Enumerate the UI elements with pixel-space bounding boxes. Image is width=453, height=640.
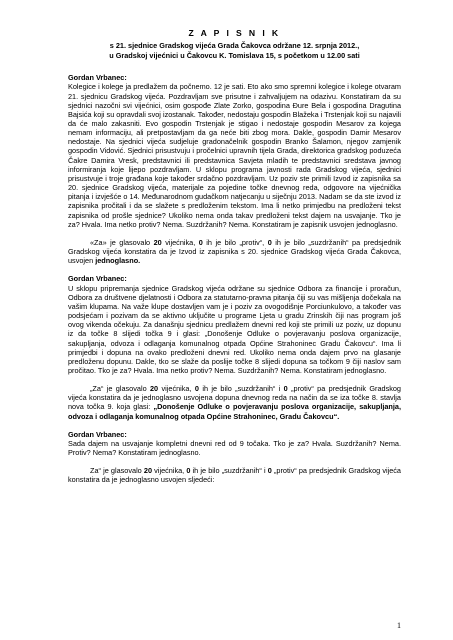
vote-text-part: „Za“ je glasovalo [90, 384, 150, 394]
section-1 [68, 73, 401, 229]
speech-text: Sada dajem na usvajanje kompletni dnevni red od 9 točaka. Tko je za? Hvala. Suzdržanih? Nema. Protiv? Nema? Konstatiram jednoglasno. [68, 438, 401, 458]
vote-text-part: Za“ je glasovalo [90, 466, 144, 476]
document-title: Z A P I S N I K [188, 28, 281, 38]
vote-count-abstain: 0 [267, 237, 272, 247]
vote-result-3 [68, 466, 401, 484]
vote-count-against: 0 [267, 466, 272, 476]
vote-text-part: ih je bilo „protiv“, [202, 237, 268, 247]
vote-count-against: 0 [198, 237, 203, 247]
vote-text-part: «Za» je glasovalo [90, 237, 154, 247]
page-number: 1 [397, 621, 401, 630]
document-subtitle-line1: s 21. sjednice Gradskog vijeća Grada Čakovca održane 12. srpnja 2012., [109, 41, 360, 50]
vote-text-part: vijećnika, [158, 384, 195, 394]
vote-text [68, 466, 401, 484]
speaker-name: Gordan Vrbanec: [68, 429, 127, 439]
vote-count-abstain: 0 [194, 384, 199, 394]
section-3 [68, 430, 401, 458]
vote-count-abstain: 0 [186, 466, 191, 476]
vote-count-for: 20 [150, 384, 159, 394]
section-2 [68, 274, 401, 375]
agenda-item-title: „Donošenje Odluke o povjeravanju poslova organizacije, sakupljanja, odvoza i odlaganja komunalnog otpada Općine Strahoninec, Gradu Čakovcu“. [68, 402, 401, 421]
vote-text-part: ih je bilo „suzdržanih“ i [190, 466, 268, 476]
speech-text: Kolegice i kolege ja predlažem da počnemo. 12 je sati. Eto ako smo spremni kolegice i kolege otvaram 21. sjednicu Gradskog vijeća. Pozdravljam sve prisutne i zahvaljujem na odazivu. Konstatiram da su sjednici nazočni svi vijećnici, osim gospođe Zlate Zorko, gospodina Đure Bela i gospodina Dragutina Bajsića koji su opravdali svoj izostanak. Također, nedostaju gospodin Blažeka i Trstenjak koji su najavili da će malo zakasniti. Evo gospodin Trstenjak je stigao i nedostaje gospodin Mesarov za kojega nemam informaciju, ali pretpostavljam da ga neće biti zbog mora. Dakle, gospodin Damir Mesarov nedostaje. Na sjednici vijeća sudjeluje gradonačelnik gospodin Branko Šalamon, njegov zamjenik gospodin Vidović. Sjednici prisustvuju i pročelnici upravnih tijela Grada, direktorica gradskog poduzeća Čakre Damira Vresk, predstavnici ili predstavnica Savjeta mladih te predstavnici sredstava javnog informiranja koje lijepo pozdravljam. U sklopu programa javnosti rada Gradskog vijeća, sjednici prisustvuje i troje građana koje također srdačno pozdravljam. Uz poziv ste primili Izvod iz zapisnika sa 20. sjednice Gradskog vijeća, materijale za pojedine točke dnevnog reda, odgovore na vijećnička pitanja i izvješće o 14. Međunarodnom gudačkom natjecanju u siječnju 2013. Nadam se da ste izvod iz zapisnika pročitali i da se slažete s predloženim tekstom. Ima li netko primjedbu na predloženi tekst zapisnika od prošle sjednice? Ukoliko nema onda takav predloženi tekst dajem na usvajanje. Tko je za? Hvala. Ima netko protiv? Nema. Suzdržanih? Nema. Konstatiram je zapisnik usvojen jednoglasno. [68, 82, 401, 229]
vote-outcome: jednoglasno. [95, 256, 141, 266]
vote-text-part: ih je bilo „suzdržanih“ i [198, 384, 284, 394]
vote-text-part: „protiv“ pa predsjednik Gradskog vijeća konstatira da je jednoglasno usvojen sljedeći: [68, 466, 401, 485]
document-subtitle-line2: u Gradskoj vijećnici u Čakovcu K. Tomislava 15, s početkom u 12.00 sati [109, 50, 360, 60]
vote-text-part: vijećnika, [152, 466, 187, 476]
vote-count-for: 20 [143, 466, 153, 476]
vote-count-for: 20 [153, 237, 162, 247]
speaker-name: Gordan Vrbanec: [68, 274, 127, 284]
vote-text [68, 384, 401, 421]
vote-text [68, 238, 401, 265]
vote-count-against: 0 [283, 384, 288, 394]
vote-result-2 [68, 384, 401, 421]
speech-text: U sklopu pripremanja sjednice Gradskog vijeća održane su sjednice Odbora za financije i proračun, Odbora za društvene djelatnosti i Odbora za statutarno-pravna pitanja čiji su vas mišljenja dočekala na vašim klupama. Na važe klupe dostavljen vam je i poziv za ovogodišnje Porciunkulovo, a također vas podsjećam i pozivam da se aktivno uključite u programe Ljeta u gradu Zrinskih čiji nas program još ovog vikenda očekuju. Za današnju sjednicu predlažem dnevni red koji ste primili uz poziv, uz dopunu iz da točke 8 slijedi točka 9 i glasi: „Donošenje Odluke o povjeravanju poslova organizacije, sakupljanja, odvoza i odlaganja komunalnog otpada Općine Strahoninec Gradu Čakovcu“. Ima li primjedbi i dopuna na ovako predloženi dnevni red. Ukoliko nema onda dajem prvo na glasanje predloženu dopunu. Dakle, tko se slaže da poslije točke 8 slijedi dopuna sa točkom 9 čiji naslov sam pročitao. Tko je za? Hvala. Ima netko protiv? Nema. Suzdržanih? Nema. Konstatiram jednoglasno. [68, 283, 401, 375]
vote-text-part: vijećnika, [161, 237, 199, 247]
speaker-name: Gordan Vrbanec: [68, 73, 127, 83]
vote-text-part: ih je bilo „suzdržanih“ pa predsjednik Gradskog vijeća konstatira da je Izvod iz zapisnika s 20. sjednice Gradskog vijeća Grada Čakovca, usvojen [68, 237, 401, 266]
vote-text-part: „protiv“ pa predsjednik Gradskog vijeća konstatira da je jednoglasno usvojena dopuna dnevnog reda na način da se iza točke 8. stavlja nova točka 9. koja glasi: [68, 384, 401, 412]
vote-result-1 [68, 238, 401, 265]
